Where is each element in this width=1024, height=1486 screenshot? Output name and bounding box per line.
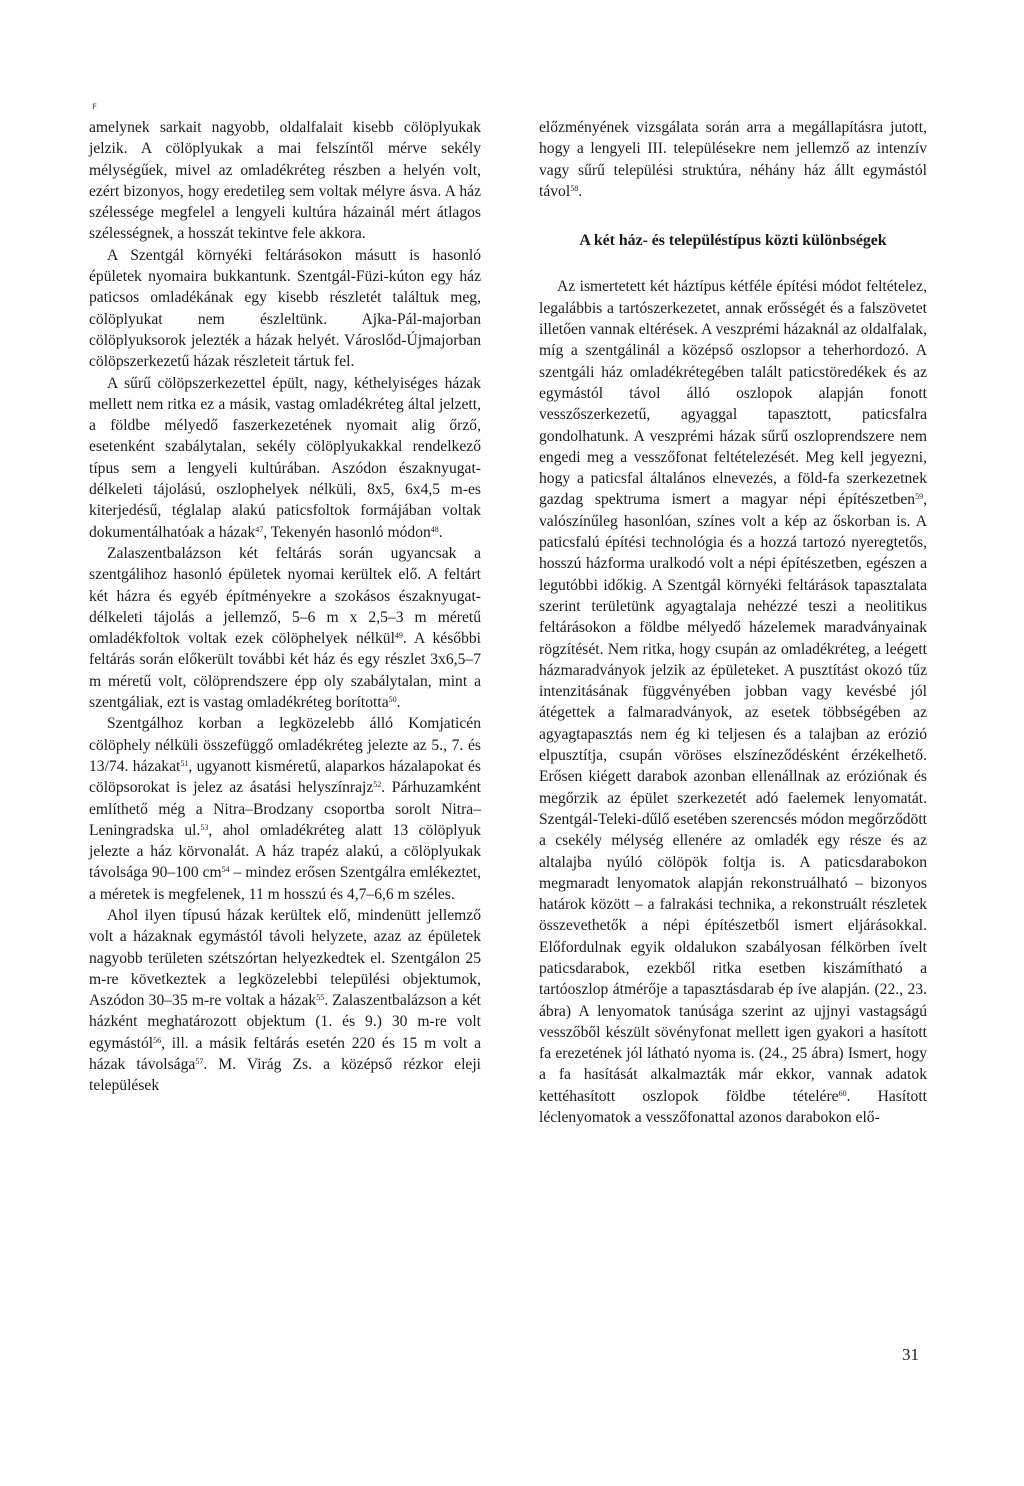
footnote-ref: 49	[394, 631, 403, 641]
paragraph-text: . Párhuzamként említhető még a Nitra–Brodzany csoportba sorolt Nitra–Leningradska ul.	[89, 779, 481, 839]
paragraph-text: A sűrű cölöpszerkezettel épült, nagy, kéthelyiséges házak mellett nem ritka ez a másik, vastag omladékréteg által jelzett, a földbe mélyedő faszerkezetének nyomait alig őrző, esetenként szabálytalan, sekély cölöplyukakkal rendelkező típus sem a lengyeli kultúrában. Aszódon északnyugat-délkeleti tájolású, oszlophelyek nélküli, 8x5, 6x4,5 m-es kiterjedésű, téglalap alakú paticsfoltok formájában voltak dokumentálhatóak a házak	[89, 374, 481, 541]
paragraph	[89, 905, 481, 1097]
paragraph-text: Ahol ilyen típusú házak kerültek elő, mindenütt jellemző volt a házaknak egymástól távoli helyzete, azaz az épületek nagyobb területen szétszórtan helyezkedtek el. Szentgálon 25 m-re következtek a legközelebbi települési objektumok, Aszódon 30–35 m-re voltak a házak	[89, 906, 481, 1010]
paragraph	[89, 713, 481, 905]
paragraph-text: , valószínűleg hasonlóan, színes volt a kép az őskorban is. A paticsfalú építési technológia és a hozzá tartozó nyeregtetős, hosszú házforma uralkodó volt a népi építészetben, egészen a legutóbbi időkig. A Szentgál környéki feltárások tapasztalata szerint területünk agyagtalaja nehézzé teszi a neolitikus feltárásokon a földbe mélyedő házelemek maradványainak rögzítését. Nem ritka, hogy csupán az omladékréteg, a leégett házmaradványok jelzik az épületeket. A pusztítást okozó tűz intenzitásának függvényében jobban vagy kevésbé jól átégettek a falmaradványok, az esetek többségében az agyagtapasztás nem ég ki teljesen és a talajban az erózió elpusztítja, csupán vöröses elszíneződésként érzékelhető. Erősen kiégett darabok azonban ellenállnak az eróziónak és megőrzik az épület szerkezetét adó faelemek lenyomatát. Szentgál-Teleki-dűlő esetében szerencsés módon megőrződött a csekély mélység ellenére az omladék egy része és az altalajba nyúló cölöpök foltja is. A paticsdarabokon megmaradt lenyomatok alapján rekonstruálható – bizonyos határok között – a falrakási technika, a rekonstruált részletek összevethetők a népi építészetből ismert eljárásokkal. Előfordulnak egyik oldalukon szabályosan félkörben ívelt paticsdarabok, ezekből ritka esetben kiszámítható a tartóoszlop átmérője a tapasztásdarab ép íve alapján. (22., 23. ábra) A lenyomatok tanúsága szerint az ujjnyi vastagságú vesszőből készült sövényfonat mellett igen gyakori a hasított fa erezetének jól látható nyoma is. (24., 25 ábra) Ismert, hogy a fa hasítását alkalmazták már ekkor, vannak adatok kettéhasított oszlopok földbe tételére	[539, 491, 927, 1105]
paragraph-text: Zalaszentbalázson két feltárás során ugyancsak a szentgálihoz hasonló épületek nyomai kerültek elő. A feltárt két házra és egyéb építményekre a szokásos északnyugat-délkeleti tájolás a jellemző, 5–6 m x 2,5–3 m méretű omladékfoltok voltak ezek cölöphelyek nélkül	[89, 544, 481, 648]
footnote-ref: 59	[915, 492, 924, 502]
footnote-ref: 51	[180, 758, 189, 768]
paragraph-text: , Tekenyén hasonló módon	[263, 523, 431, 541]
footnote-ref: 52	[373, 780, 382, 790]
footnote-ref: 60	[838, 1088, 847, 1098]
paragraph	[89, 543, 481, 713]
paragraph	[89, 245, 481, 373]
paragraph	[89, 117, 481, 245]
paragraph-text: amelynek sarkait nagyobb, oldalfalait kisebb cölöplyukak jelzik. A cölöplyukak a mai felszíntől mérve sekély mélységűek, mivel az omladékréteg részben a helyén volt, ezért bizonyos, hogy eredetileg sem voltak mélyre ásva. A ház szélessége megfelel a lengyeli kultúra házainál mért átlagos szélességnek, a hosszát tekintve fele akkora.	[89, 119, 481, 243]
left-column	[89, 117, 481, 1097]
paragraph-text: , ahol omladékréteg alatt 13 cölöplyuk jelezte a ház körvonalát. A ház trapéz alakú, a cölöplyukak távolsága 90–100 cm	[89, 821, 481, 882]
section-heading: A két ház- és településtípus közti különbségek	[579, 232, 887, 250]
paragraph-text: , ill. a másik feltárás esetén 220 és 15 m volt a házak távolsága	[89, 1034, 481, 1074]
page-number: 31	[902, 1345, 919, 1364]
paragraph-text: Az ismertetett két háztípus kétféle építési módot feltételez, legalábbis a tartószerkezetet, annak erősségét és a falszövetet illetően vannak eltérések. A veszprémi házaknál az oldalfalak, míg a szentgálinál a középső oszlopsor a teherhordozó. A szentgáli ház omladékrétegében talált paticstöredékek és az egymástól távol álló oszlopok alapján fonott vesszőszerkezetű, agyaggal tapasztott, paticsfalra gondolhatunk. A veszprémi házak sűrű oszloprendszere nem engedi meg a vesszőfonat feltételezését. Meg kell jegyezni, hogy a paticsfal általános elnevezés, a föld-fa szerkezetnek gazdag spektruma ismert a magyar népi építészetben	[539, 278, 927, 509]
paragraph-text: .	[396, 694, 401, 712]
paragraph-text: . Zalaszentbalázson a két házként meghatározott objektum (1. és 9.) 30 m-re volt egymástól	[89, 992, 481, 1052]
footnote-ref: 48	[430, 524, 439, 534]
footnote-ref: 54	[221, 865, 230, 875]
footnote-ref: 58	[570, 183, 579, 193]
footnote-ref: 55	[316, 993, 325, 1003]
paragraph-text: – mindez erősen Szentgálra emlékeztet, a méretek is megfelenek, 11 m hosszú és 4,7–6,6 m széles.	[89, 864, 481, 903]
paragraph-text: . Hasított léclenyomatok a vesszőfonattal azonos darabokon elő-	[539, 1087, 927, 1127]
footnote-ref: 57	[195, 1057, 204, 1067]
paragraph	[539, 117, 927, 202]
paragraph-text: .	[578, 182, 583, 200]
footnote-ref: 53	[200, 822, 209, 832]
footnote-ref: 50	[388, 695, 397, 705]
paragraph-text: . M. Virág Zs. a középső rézkor eleji települések	[89, 1056, 481, 1095]
paragraph-text: , ugyanott kisméretű, alaparkos házalapokat és cölöpsorokat is jelez az ásatási helyszínrajz	[89, 757, 481, 797]
paragraph-text: Szentgálhoz korban a legközelebb álló Komjaticén cölöphely nélküli összefüggő omladékréteg jelezte az 5., 7. és 13/74. házakat	[89, 715, 481, 775]
paragraph-text: A Szentgál környéki feltárásokon másutt is hasonló épületek nyomaira bukkantunk. Szentgál-Füzi-kúton egy ház paticsos omladékának egy kisebb részletét találtuk meg, cölöplyukat nem észleltünk. Ajka-Pál-majorban cölöplyuksorok jelezték a házak helyét. Városlőd-Újmajorban cölöpszerkezetű házak részleteit tártuk fel.	[89, 246, 481, 371]
paragraph-text: előzményének vizsgálata során arra a megállapításra jutott, hogy a lengyeli III. településekre nem jellemző az intenzív vagy sűrű települési struktúra, néhány ház állt egymástól távol	[539, 119, 927, 200]
footnote-ref: 47	[255, 524, 264, 534]
right-column	[539, 117, 927, 1128]
paragraph	[89, 373, 481, 543]
paragraph-text: . A későbbi feltárás során előkerült további két ház és egy részlet 3x6,5–7 m méretű volt, cölöprendszere épp oly szabálytalan, mint a szentgáliak, ezt is vastag omladékréteg borította	[89, 630, 481, 712]
scan-mark: ꜰ	[92, 101, 97, 112]
paragraph-text: .	[438, 523, 443, 541]
footnote-ref: 56	[153, 1035, 162, 1045]
paragraph	[539, 276, 927, 1128]
